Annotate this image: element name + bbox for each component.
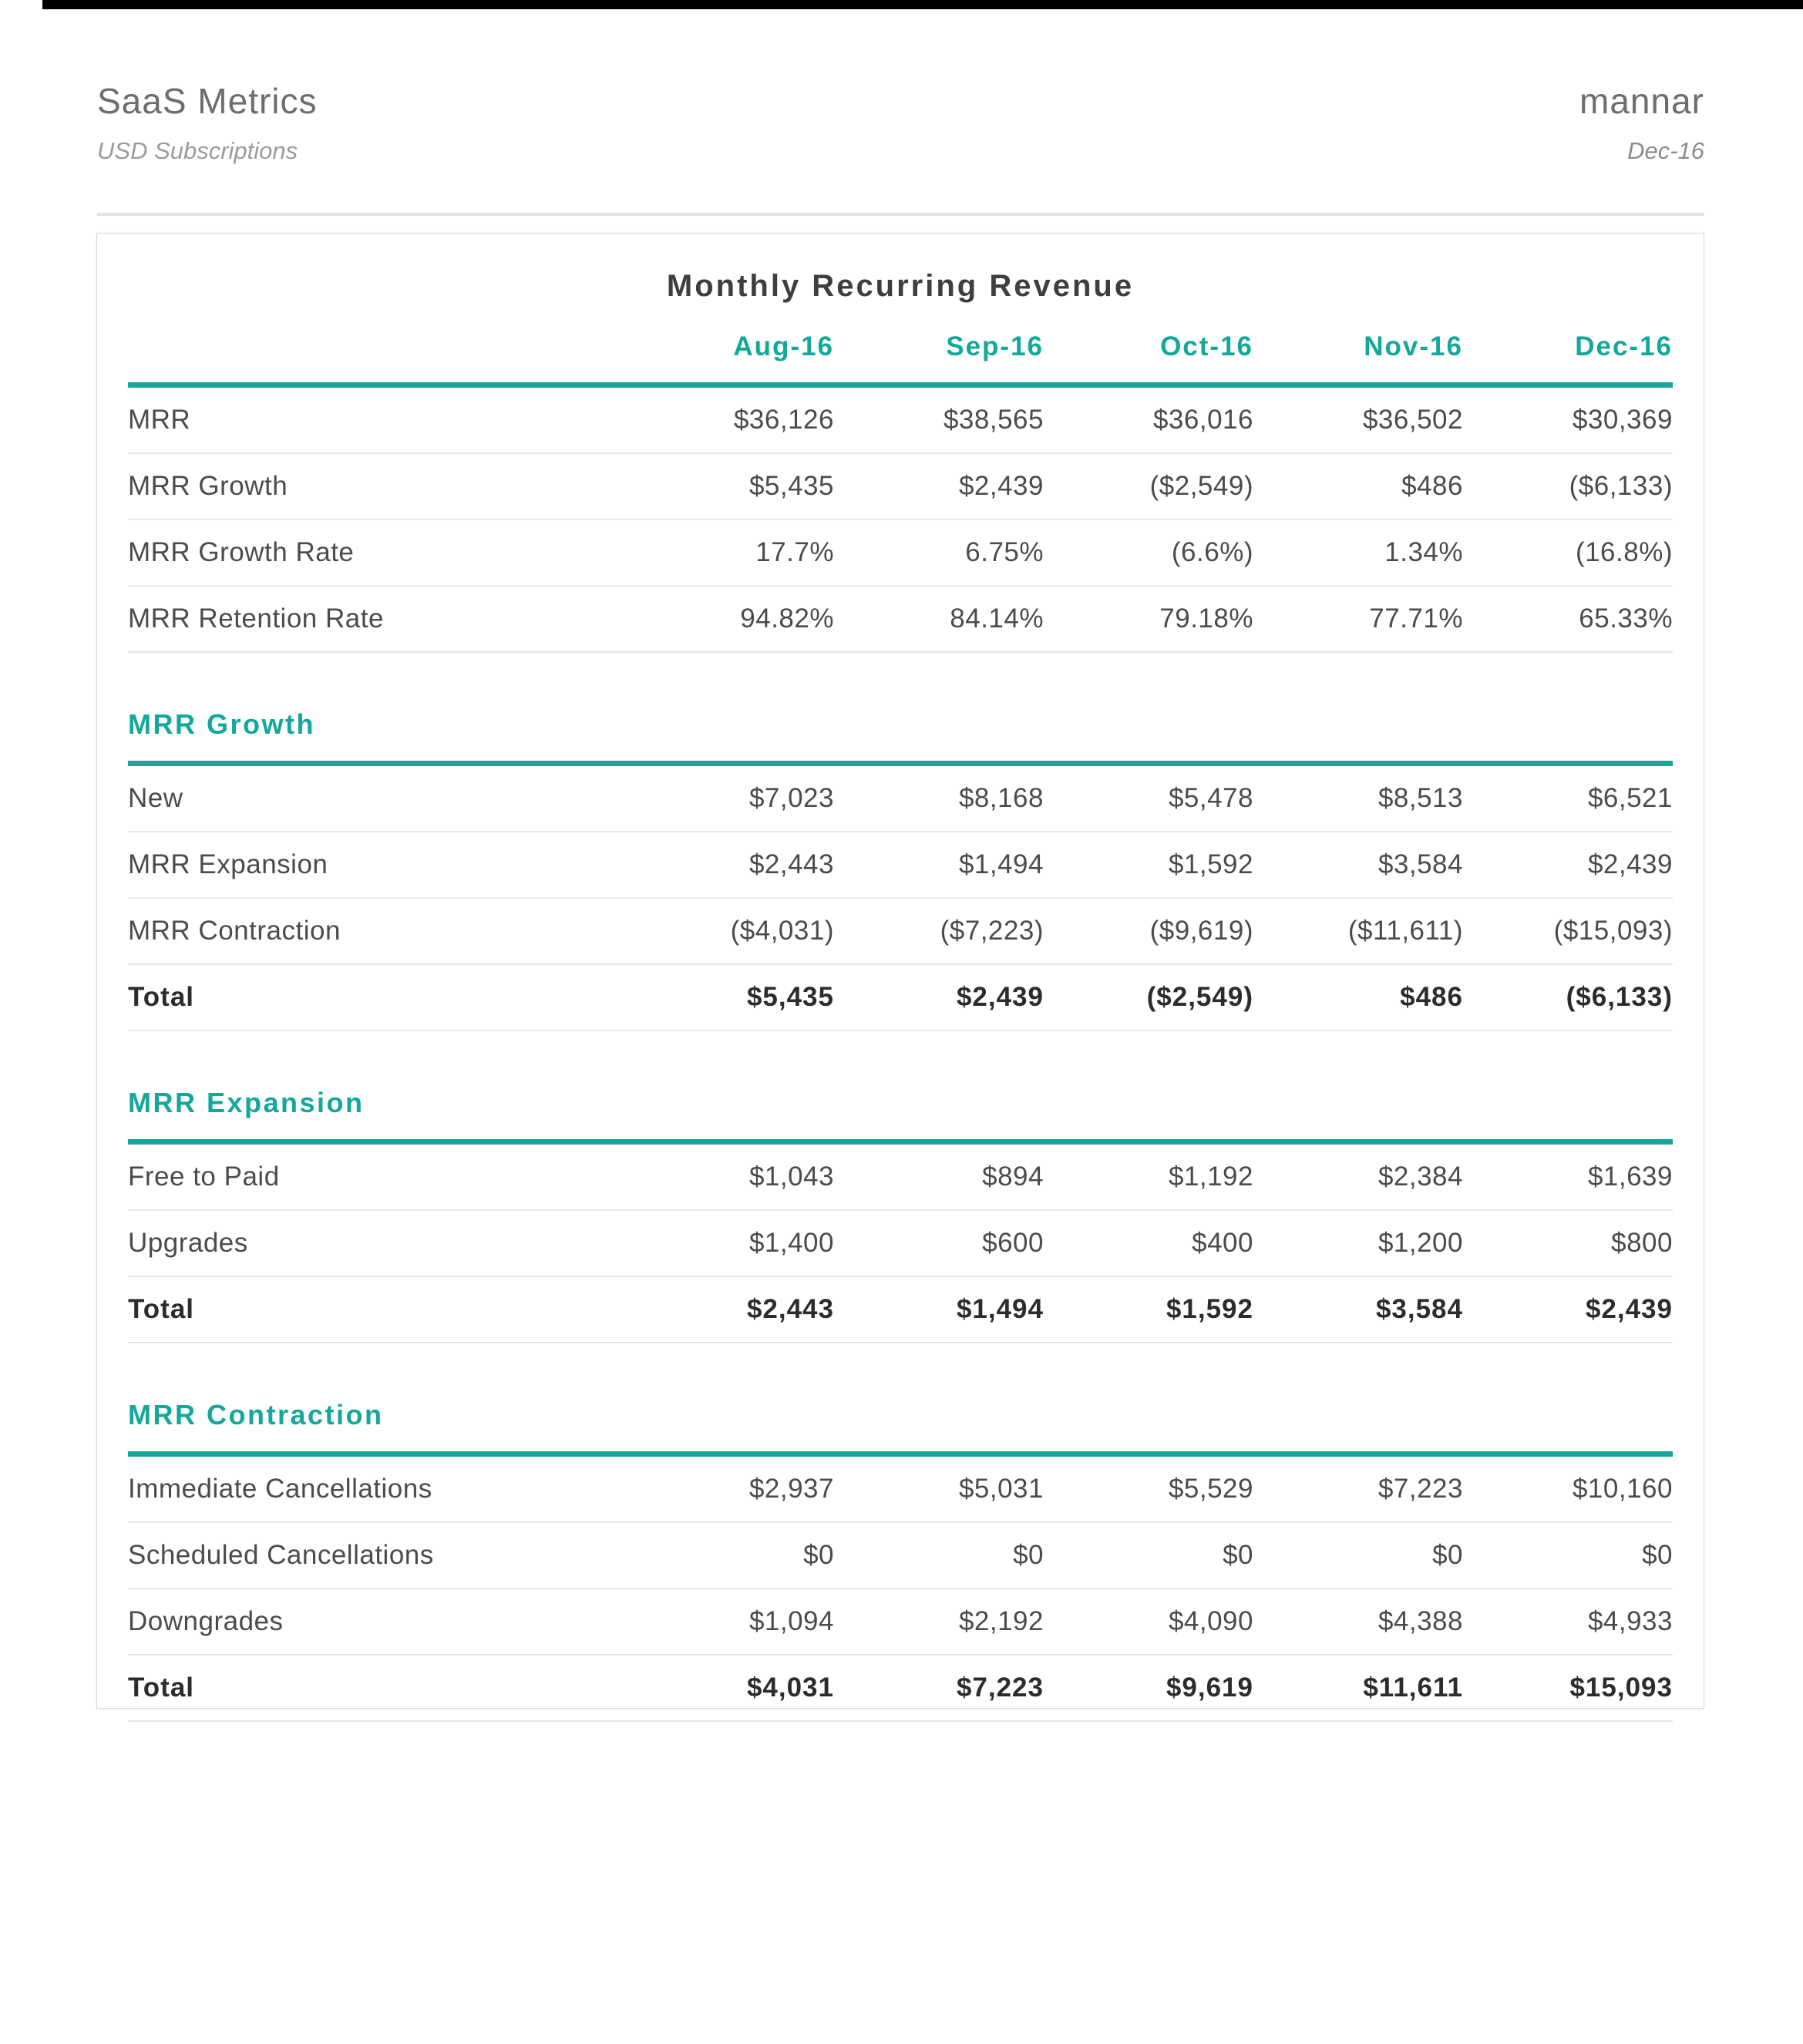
report-card xyxy=(96,233,1704,1709)
cell-value: $2,384 xyxy=(1253,1142,1463,1211)
cell-value: 77.71% xyxy=(1253,586,1463,652)
report-subtitle: USD Subscriptions xyxy=(97,137,298,164)
cell-value: $36,502 xyxy=(1253,385,1463,454)
table-row xyxy=(128,1210,1673,1276)
cell-value: $4,090 xyxy=(1044,1588,1253,1655)
table-row xyxy=(128,519,1673,586)
row-label: MRR Retention Rate xyxy=(128,586,624,652)
summary-table xyxy=(128,331,1673,653)
app-title: SaaS Metrics xyxy=(97,81,318,121)
cell-value: $7,023 xyxy=(624,764,834,832)
cell-value: $3,584 xyxy=(1253,1276,1463,1343)
cell-value: $36,126 xyxy=(624,385,834,454)
cell-value: ($6,133) xyxy=(1463,453,1673,519)
row-label: MRR Growth Rate xyxy=(128,519,624,586)
column-header-month: Aug-16 xyxy=(733,331,834,361)
top-bar xyxy=(42,0,1803,9)
cell-value: $4,933 xyxy=(1463,1588,1673,1655)
cell-value: (6.6%) xyxy=(1044,519,1253,586)
cell-value: $5,478 xyxy=(1044,764,1253,832)
row-label: Total xyxy=(128,964,624,1030)
column-header-month: Dec-16 xyxy=(1575,331,1673,361)
metric-section xyxy=(128,1087,1673,1343)
cell-value: $0 xyxy=(834,1522,1044,1588)
page-header-left xyxy=(97,83,318,163)
page-header-right xyxy=(1579,83,1704,163)
header-divider xyxy=(97,213,1704,216)
row-label: MRR Contraction xyxy=(128,898,624,964)
row-label: Free to Paid xyxy=(128,1142,624,1211)
table-row xyxy=(128,1588,1673,1655)
section-table xyxy=(128,1451,1673,1722)
cell-value: $400 xyxy=(1044,1210,1253,1276)
cell-value: $600 xyxy=(834,1210,1044,1276)
cell-value: (16.8%) xyxy=(1463,519,1673,586)
cell-value: 17.7% xyxy=(624,519,834,586)
cell-value: $2,192 xyxy=(834,1588,1044,1655)
table-row xyxy=(128,832,1673,898)
row-label: Immediate Cancellations xyxy=(128,1454,624,1523)
cell-value: $4,031 xyxy=(624,1655,834,1721)
cell-value: 1.34% xyxy=(1253,519,1463,586)
table-row xyxy=(128,898,1673,964)
column-header-month: Sep-16 xyxy=(946,331,1044,361)
cell-value: $6,521 xyxy=(1463,764,1673,832)
cell-value: $7,223 xyxy=(1253,1454,1463,1523)
cell-value: ($2,549) xyxy=(1044,453,1253,519)
row-label: New xyxy=(128,764,624,832)
section-table xyxy=(128,1139,1673,1343)
cell-value: $1,592 xyxy=(1044,832,1253,898)
month-header-row-group xyxy=(128,331,1673,385)
brand-name: mannar xyxy=(1579,81,1704,121)
table-row xyxy=(128,764,1673,832)
table-row xyxy=(128,586,1673,652)
cell-value: $10,160 xyxy=(1463,1454,1673,1523)
cell-value: $1,592 xyxy=(1044,1276,1253,1343)
cell-value: $30,369 xyxy=(1463,385,1673,454)
table-row xyxy=(128,1522,1673,1588)
table-row xyxy=(128,1276,1673,1343)
cell-value: $3,584 xyxy=(1253,832,1463,898)
cell-value: $2,443 xyxy=(624,1276,834,1343)
cell-value: $0 xyxy=(1044,1522,1253,1588)
cell-value: $486 xyxy=(1253,453,1463,519)
table-row xyxy=(128,1142,1673,1211)
cell-value: $1,200 xyxy=(1253,1210,1463,1276)
section-table xyxy=(128,761,1673,1031)
row-label: Upgrades xyxy=(128,1210,624,1276)
table-row xyxy=(128,1454,1673,1523)
table-row xyxy=(128,453,1673,519)
cell-value: $8,168 xyxy=(834,764,1044,832)
cell-value: $0 xyxy=(1463,1522,1673,1588)
cell-value: $8,513 xyxy=(1253,764,1463,832)
table-row xyxy=(128,964,1673,1030)
section-title: MRR Expansion xyxy=(128,1087,365,1118)
cell-value: $486 xyxy=(1253,964,1463,1030)
cell-value: $894 xyxy=(834,1142,1044,1211)
table-row xyxy=(128,385,1673,454)
report-title: Monthly Recurring Revenue xyxy=(666,269,1135,303)
cell-value: $9,619 xyxy=(1044,1655,1253,1721)
cell-value: $5,529 xyxy=(1044,1454,1253,1523)
cell-value: $800 xyxy=(1463,1210,1673,1276)
cell-value: ($15,093) xyxy=(1463,898,1673,964)
column-header-metric xyxy=(128,331,624,385)
cell-value: $5,031 xyxy=(834,1454,1044,1523)
metric-section xyxy=(128,1399,1673,1722)
cell-value: $2,439 xyxy=(1463,832,1673,898)
cell-value: ($9,619) xyxy=(1044,898,1253,964)
row-label: MRR xyxy=(128,385,624,454)
cell-value: ($2,549) xyxy=(1044,964,1253,1030)
section-title: MRR Contraction xyxy=(128,1399,384,1430)
report-period: Dec-16 xyxy=(1627,137,1704,164)
cell-value: 79.18% xyxy=(1044,586,1253,652)
cell-value: 65.33% xyxy=(1463,586,1673,652)
cell-value: $0 xyxy=(624,1522,834,1588)
cell-value: ($7,223) xyxy=(834,898,1044,964)
cell-value: $11,611 xyxy=(1253,1655,1463,1721)
cell-value: $1,639 xyxy=(1463,1142,1673,1211)
row-label: Total xyxy=(128,1655,624,1721)
cell-value: ($11,611) xyxy=(1253,898,1463,964)
column-header-month: Oct-16 xyxy=(1160,331,1253,361)
page-header xyxy=(97,83,1704,163)
cell-value: $5,435 xyxy=(624,453,834,519)
cell-value: $15,093 xyxy=(1463,1655,1673,1721)
metric-sections xyxy=(128,708,1673,1722)
cell-value: $1,043 xyxy=(624,1142,834,1211)
cell-value: $1,192 xyxy=(1044,1142,1253,1211)
cell-value: ($6,133) xyxy=(1463,964,1673,1030)
cell-value: $1,094 xyxy=(624,1588,834,1655)
table-row xyxy=(128,1655,1673,1721)
row-label: MRR Growth xyxy=(128,453,624,519)
cell-value: $2,439 xyxy=(834,453,1044,519)
row-label: Downgrades xyxy=(128,1588,624,1655)
cell-value: $2,937 xyxy=(624,1454,834,1523)
row-label: Total xyxy=(128,1276,624,1343)
cell-value: $2,439 xyxy=(834,964,1044,1030)
column-header-month: Nov-16 xyxy=(1364,331,1463,361)
cell-value: $4,388 xyxy=(1253,1588,1463,1655)
cell-value: $1,400 xyxy=(624,1210,834,1276)
cell-value: $1,494 xyxy=(834,832,1044,898)
cell-value: $2,439 xyxy=(1463,1276,1673,1343)
metric-section xyxy=(128,708,1673,1031)
cell-value: 94.82% xyxy=(624,586,834,652)
month-header-row xyxy=(128,331,1673,385)
cell-value: $38,565 xyxy=(834,385,1044,454)
cell-value: $2,443 xyxy=(624,832,834,898)
cell-value: $36,016 xyxy=(1044,385,1253,454)
cell-value: $5,435 xyxy=(624,964,834,1030)
cell-value: $1,494 xyxy=(834,1276,1044,1343)
cell-value: $0 xyxy=(1253,1522,1463,1588)
cell-value: 6.75% xyxy=(834,519,1044,586)
row-label: Scheduled Cancellations xyxy=(128,1522,624,1588)
row-label: MRR Expansion xyxy=(128,832,624,898)
cell-value: 84.14% xyxy=(834,586,1044,652)
cell-value: $7,223 xyxy=(834,1655,1044,1721)
section-title: MRR Growth xyxy=(128,708,315,740)
cell-value: ($4,031) xyxy=(624,898,834,964)
